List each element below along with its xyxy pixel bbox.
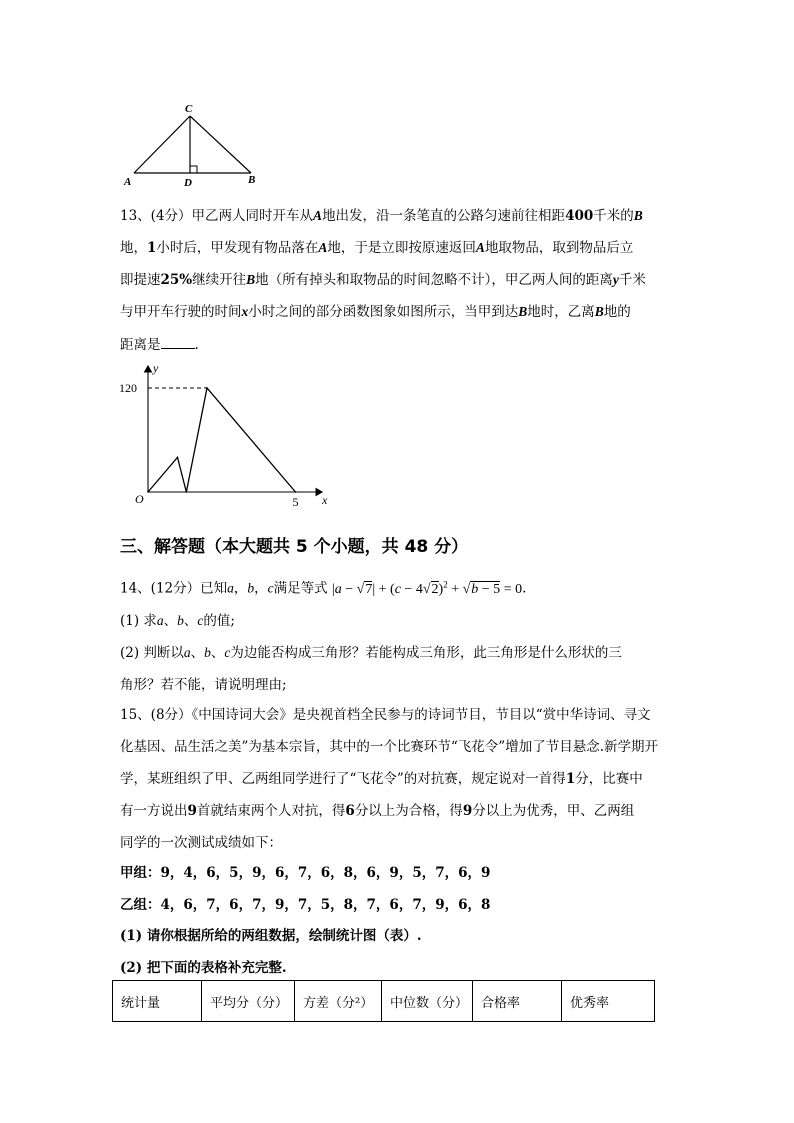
var-a: A: [313, 208, 323, 223]
q15-text: 分以上为合格，得: [354, 803, 463, 819]
q15-line-2: 化基因、品生活之美”为基本宗旨，其中的一个比赛环节“飞花令”增加了节目悬念.新学期开: [120, 739, 658, 755]
q13-line-1: [120, 206, 680, 226]
number: 6: [345, 803, 355, 819]
triangle-side-ac: [134, 116, 190, 173]
sqrt-b-5: [470, 581, 500, 597]
number: 1: [565, 771, 576, 787]
q15-line-4: [120, 801, 680, 821]
group-b-scores: 乙组：4，6，7，6，7，9，7，5，8，7，6，7，9，6，8: [120, 897, 491, 913]
q13-text: 地，: [120, 240, 147, 256]
table-header-row: [113, 981, 655, 1022]
q13-text: 继续开往: [192, 272, 247, 288]
series-point: [147, 491, 149, 493]
q14-text: .: [522, 580, 527, 597]
var-a: a: [156, 613, 164, 628]
sqrt-2: 2: [431, 581, 439, 597]
q14-stem: [120, 574, 680, 600]
q14-text: ，: [254, 580, 268, 597]
q14-part-1: [120, 611, 680, 631]
var-a: A: [318, 240, 328, 255]
var-c: c: [197, 613, 204, 628]
q15-text: 分，比赛中: [575, 771, 643, 787]
q13-text: 地（所有掉头和取物品的时间忽略不计），甲乙两人间的距离: [255, 272, 613, 288]
q13-text: 千米: [618, 272, 646, 288]
origin-label: O: [135, 492, 144, 506]
x-axis-label: x: [322, 493, 328, 507]
q14-text: 、: [210, 645, 225, 661]
q13-text: 即提速: [120, 272, 161, 288]
q15-text: 有一方说出: [120, 803, 188, 819]
abs-bar: |: [372, 581, 376, 597]
var-b: b: [177, 613, 184, 628]
right-angle-mark: [190, 166, 197, 173]
q13-text: 13、(4分）甲乙两人同时开车从: [120, 208, 314, 224]
q13-text: 与甲开车行驶的时间: [120, 304, 242, 320]
operator: −: [341, 581, 357, 597]
q14-part-2-line-2: 角形？若不能，请说明理由;: [120, 677, 287, 693]
statistics-table: [112, 980, 655, 1022]
number: 9: [462, 803, 473, 819]
q14-text: 、: [163, 613, 178, 629]
table-header-cell: 合格率: [473, 981, 562, 1022]
q13-text: 地取物品，取到物品后立: [484, 240, 634, 256]
q14-equation: $|a - √7| + (c - 4√2)^2 + √b - 5 = 0$: [331, 579, 523, 597]
q14-text: 的值;: [203, 613, 235, 629]
y-axis-label: y: [153, 361, 159, 375]
q14-part-2-line-1: [120, 643, 680, 663]
answer-blank[interactable]: [161, 334, 195, 349]
var-b: b: [471, 581, 479, 597]
var-a: A: [475, 240, 485, 255]
q15-line-1: 15、(8分）《中国诗词大会》是央视首档全民参与的诗词节目，节目以“赏中华诗词、寻文: [120, 707, 651, 723]
q13-text: 地，于是立即按原速返回: [327, 240, 476, 256]
q13-text: 距离是: [120, 337, 161, 353]
q13-text: 小时之间的部分函数图象如图所示，当甲到达: [248, 304, 519, 320]
table-header-cell: 优秀率: [562, 981, 655, 1022]
q13-text: .: [194, 337, 199, 353]
number: 9: [187, 803, 197, 819]
paren: ): [438, 581, 444, 597]
table-header-cell: 平均分（分）: [202, 981, 295, 1022]
operator: +: [447, 581, 463, 597]
x-tick-5: 5: [292, 495, 299, 509]
equals: = 0: [500, 581, 523, 597]
var-b: b: [204, 645, 211, 660]
q15-text: 分以上为优秀，甲、乙两组: [472, 803, 635, 819]
number: 400: [565, 208, 594, 224]
label-b: B: [248, 174, 256, 186]
q15-part-1: (1) 请你根据所给的两组数据，绘制统计图（表）.: [120, 928, 422, 944]
q15-text: 学，某班组织了甲、乙两组同学进行了“飞花令”的对抗赛，规定说对一首得: [120, 771, 566, 787]
y-tick-120: 120: [119, 381, 137, 395]
q13-text: 地时，乙离: [527, 304, 595, 320]
operator: − 5: [478, 581, 501, 597]
number: 1: [147, 240, 157, 256]
q13-line-3: [120, 270, 680, 290]
q13-text: 小时后，甲发现有物品落在: [156, 240, 319, 256]
operator: − 4: [400, 581, 423, 597]
abs-bar: |: [331, 581, 335, 597]
label-a: A: [124, 176, 132, 188]
q14-text: 、: [183, 613, 198, 629]
q15-text: 首就结束两个人对抗，得: [196, 803, 346, 819]
q13-line-2: [120, 238, 680, 258]
label-d: D: [184, 177, 192, 189]
table-header-cell: 中位数（分）: [382, 981, 473, 1022]
group-a-scores: 甲组：9，4，6，5，9，6，7，6，8，6，9，5，7，6，9: [120, 865, 491, 881]
triangle-side-cb: [190, 116, 251, 173]
var-a: a: [334, 581, 342, 597]
var-b: B: [246, 272, 256, 287]
var-c: c: [224, 645, 231, 660]
label-c: C: [185, 103, 193, 115]
section-title: 三、解答题（本大题共 5 个小题，共 48 分）: [120, 537, 469, 557]
q14-text: 、: [190, 645, 205, 661]
series-point: [206, 387, 208, 389]
q15-part-2: (2) 把下面的表格补充完整.: [120, 960, 287, 976]
var-x: x: [241, 304, 249, 319]
function-graph: [110, 360, 350, 515]
distance-series-line: [148, 388, 296, 492]
var-b: b: [247, 580, 255, 596]
series-point: [177, 457, 179, 459]
var-b: B: [518, 304, 528, 319]
series-point: [295, 491, 297, 493]
var-c: c: [267, 580, 274, 596]
table-header-cell: 方差（分²）: [295, 981, 382, 1022]
operator: + (: [375, 581, 395, 597]
var-a: a: [227, 580, 234, 596]
q13-text: 地的: [603, 304, 631, 320]
number: 25%: [160, 272, 193, 288]
var-a: a: [183, 645, 191, 660]
q14-text: ，: [233, 580, 248, 597]
q13-line-5: [120, 334, 680, 355]
q13-text: 地出发，沿一条笔直的公路匀速前往相距: [322, 208, 566, 224]
q13-text: 千米的: [593, 208, 634, 224]
q15-line-5: 同学的一次测试成绩如下：: [120, 835, 282, 851]
q13-line-4: [120, 302, 680, 322]
table-header-cell: 统计量: [113, 981, 202, 1022]
q14-text: 满足等式: [273, 580, 328, 597]
q15-line-3: [120, 769, 680, 789]
var-b: B: [633, 208, 643, 223]
q14-text: 14、(12分）已知: [120, 580, 228, 597]
series-point: [186, 491, 188, 493]
exponent: 2: [443, 579, 448, 589]
var-y: y: [612, 272, 619, 287]
var-b: B: [594, 304, 604, 319]
q14-text: 为边能否构成三角形？若能构成三角形，此三角形是什么形状的三: [230, 645, 622, 661]
q14-text: (2) 判断以: [120, 645, 184, 661]
var-c: c: [394, 581, 401, 597]
series-points: [147, 387, 296, 493]
q14-text: (1) 求: [120, 613, 157, 629]
triangle-figure: [118, 100, 268, 190]
sqrt-7: 7: [365, 581, 373, 597]
